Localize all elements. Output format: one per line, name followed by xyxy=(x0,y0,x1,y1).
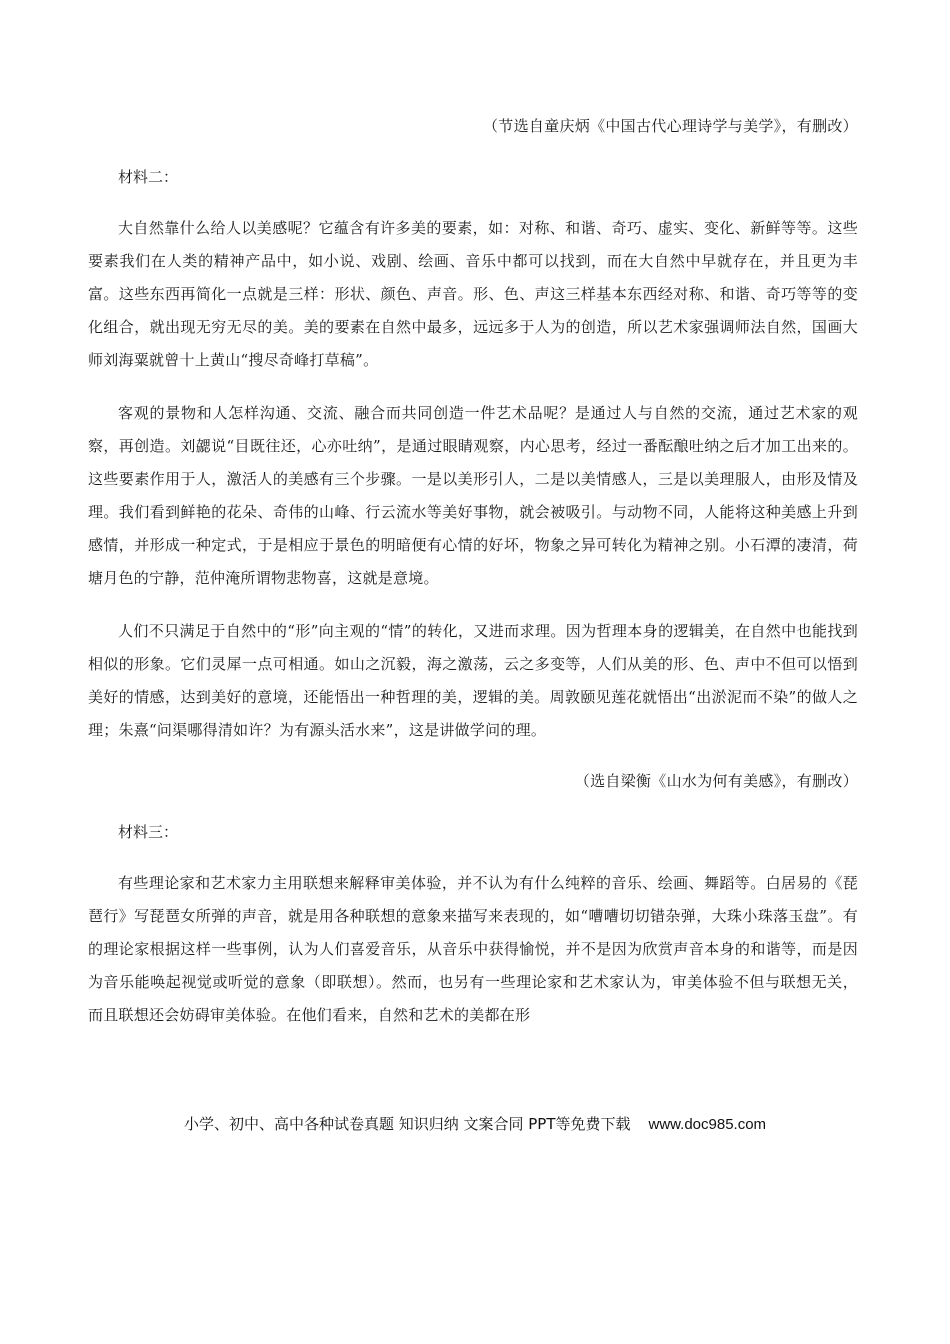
source-citation-2: （选自梁衡《山水为何有美感》，有删改） xyxy=(574,772,858,790)
footer-text: 小学、初中、高中各种试卷真题 知识归纳 文案合同 PPT等免费下载 xyxy=(183,1115,631,1133)
source-citation-1: （节选自童庆炳《中国古代心理诗学与美学》，有删改） xyxy=(482,117,858,135)
paragraph: 人们不只满足于自然中的“形”向主观的“情”的转化，又进而求理。因为哲理本身的逻辑美，在自然中也能找到相似的形象。它们灵犀一点可相通。如山之沉毅，海之激荡，云之多变等，人们从美的形、色、声中不但可以悟到美好的情感，达到美好的意境，还能悟出一种哲理的美，逻辑的美。周敦颐见莲花就悟出“出淤泥而不染”的做人之理；朱熹“问渠哪得清如许？为有源头活水来”，这是讲做学问的理。 xyxy=(88,622,858,739)
section-heading-material-3: 材料三： xyxy=(118,823,179,841)
document-body xyxy=(88,110,858,1032)
paragraph: 有些理论家和艺术家力主用联想来解释审美体验，并不认为有什么纯粹的音乐、绘画、舞蹈等。白居易的《琵琶行》写琵琶女所弹的声音，就是用各种联想的意象来描写来表现的，如“嘈嘈切切错杂弹，大珠小珠落玉盘”。有的理论家根据这样一些事例，认为人们喜爱音乐，从音乐中获得愉悦，并不是因为欣赏声音本身的和谐等，而是因为音乐能唤起视觉或听觉的意象（即联想）。然而，也另有一些理论家和艺术家认为，审美体验不但与联想无关，而且联想还会妨碍审美体验。在他们看来，自然和艺术的美都在形 xyxy=(88,874,858,1024)
paragraph: 大自然靠什么给人以美感呢？它蕴含有许多美的要素，如：对称、和谐、奇巧、虚实、变化、新鲜等等。这些要素我们在人类的精神产品中，如小说、戏剧、绘画、音乐中都可以找到，而在大自然中早就存在，并且更为丰富。这些东西再简化一点就是三样：形状、颜色、声音。形、色、声这三样基本东西经对称、和谐、奇巧等等的变化组合，就出现无穷无尽的美。美的要素在自然中最多，远远多于人为的创造，所以艺术家强调师法自然，国画大师刘海粟就曾十上黄山“搜尽奇峰打草稿”。 xyxy=(88,219,858,369)
footer-url-link[interactable]: www.doc985.com xyxy=(648,1116,767,1133)
paragraph: 客观的景物和人怎样沟通、交流、融合而共同创造一件艺术品呢？是通过人与自然的交流，通过艺术家的观察，再创造。刘勰说“目既往还，心亦吐纳”，是通过眼睛观察，内心思考，经过一番酝酿吐纳之后才加工出来的。这些要素作用于人，激活人的美感有三个步骤。一是以美形引人，二是以美情感人，三是以美理服人，由形及情及理。我们看到鲜艳的花朵、奇伟的山峰、行云流水等美好事物，就会被吸引。与动物不同，人能将这种美感上升到感情，并形成一种定式，于是相应于景色的明暗便有心情的好坏，物象之异可转化为精神之别。小石潭的凄清，荷塘月色的宁静，范仲淹所谓物悲物喜，这就是意境。 xyxy=(88,404,858,587)
page-footer xyxy=(0,1112,950,1137)
section-heading-material-2: 材料二： xyxy=(118,168,179,186)
